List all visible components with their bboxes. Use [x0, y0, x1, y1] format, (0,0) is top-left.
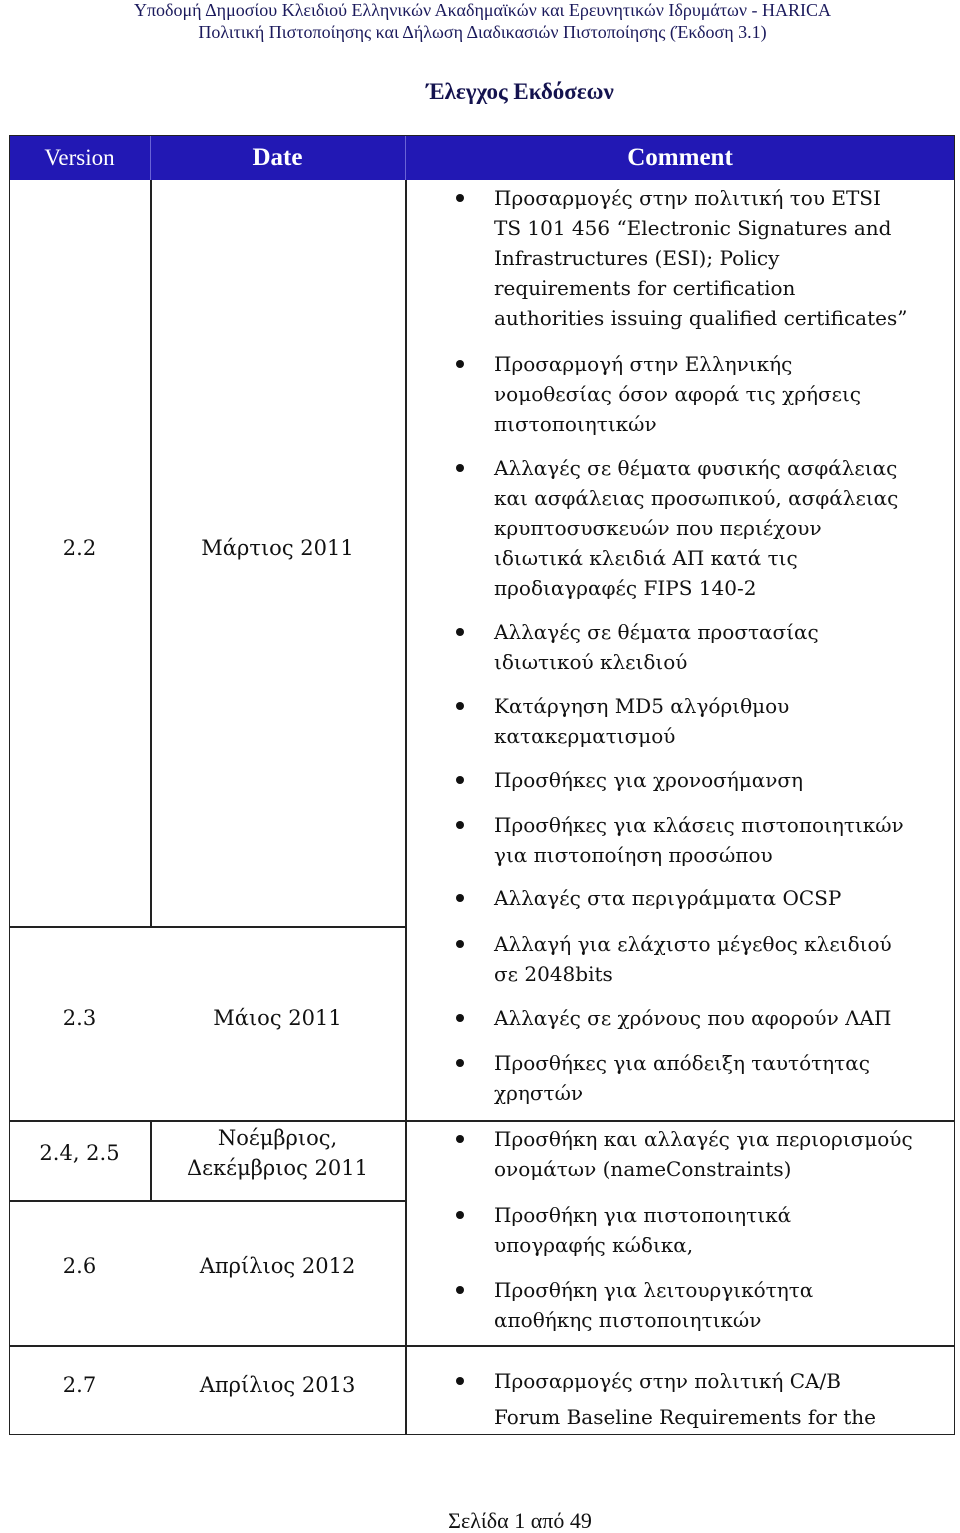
version-cell: 2.2	[62, 536, 97, 560]
bullet-icon	[456, 821, 464, 829]
comment-line: Προσθήκες για χρονοσήμανση	[494, 768, 804, 792]
comment-line: Forum Baseline Requirements for the	[494, 1405, 877, 1429]
row-divider	[9, 1120, 955, 1122]
comment-list-item	[450, 810, 950, 870]
comment-line: Αλλαγές στα περιγράμματα OCSP	[494, 886, 842, 910]
bullet-icon	[456, 1377, 464, 1385]
bullet-icon	[456, 1211, 464, 1219]
version-cell: 2.7	[62, 1373, 97, 1397]
comment-line: Προσαρμογές στην πολιτική του ETSI	[494, 186, 881, 210]
page-number: Σελίδα 1 από 49	[448, 1508, 592, 1533]
comment-list-item	[450, 883, 950, 913]
bullet-icon	[456, 894, 464, 902]
comment-list-item	[450, 349, 950, 439]
comment-line: νομοθεσίας όσον αφορά τις χρήσεις	[494, 382, 862, 406]
comment-line: Κατάργηση MD5 αλγόριθμου	[494, 694, 790, 718]
bullet-icon	[456, 1135, 464, 1143]
comment-line: και ασφάλειας προσωπικού, ασφάλειας	[494, 486, 899, 510]
comment-line: Προσαρμογή στην Ελληνικής	[494, 352, 793, 376]
comment-line: TS 101 456 “Electronic Signatures and	[494, 216, 892, 240]
comment-list-item	[450, 453, 950, 603]
comment-line: αποθήκης πιστοποιητικών	[494, 1308, 762, 1332]
comment-line: ονομάτων (nameConstraints)	[494, 1157, 792, 1181]
date-cell-line: Δεκέμβριος 2011	[187, 1156, 368, 1180]
bullet-icon	[456, 1059, 464, 1067]
comment-line: Infrastructures (ESI); Policy	[494, 246, 780, 270]
column-header-date: Date	[252, 144, 303, 171]
comment-line: Προσθήκη για λειτουργικότητα	[494, 1278, 814, 1302]
row-divider	[9, 1200, 405, 1202]
comment-line: προδιαγραφές FIPS 140-2	[494, 576, 757, 600]
column-divider	[405, 180, 407, 1435]
comment-line: για πιστοποίηση προσώπου	[494, 843, 773, 867]
comment-list-item	[450, 1275, 950, 1335]
date-cell: Απρίλιος 2012	[199, 1254, 356, 1278]
comment-line: Προσθήκη και αλλαγές για περιορισμούς	[494, 1127, 913, 1151]
page-title: Έλεγχος Εκδόσεων	[426, 79, 614, 104]
bullet-icon	[456, 360, 464, 368]
comment-line: Προσθήκες για απόδειξη ταυτότητας	[494, 1051, 870, 1075]
row-divider	[9, 1345, 955, 1347]
comment-line: Αλλαγή για ελάχιστο μέγεθος κλειδιού	[494, 932, 892, 956]
row-divider	[9, 926, 405, 928]
comment-list-item	[450, 765, 950, 795]
comment-line: authorities issuing qualified certificates”	[494, 306, 908, 330]
comment-line: χρηστών	[494, 1081, 584, 1105]
comment-line: κρυπτοσυσκευών που περιέχουν	[494, 516, 822, 540]
bullet-icon	[456, 940, 464, 948]
comment-line: Αλλαγές σε θέματα προστασίας	[494, 620, 819, 644]
running-header-line-2: Πολιτική Πιστοποίησης και Δήλωση Διαδικασιών Πιστοποίησης (Έκδοση 3.1)	[198, 22, 767, 42]
comment-list-item	[450, 691, 950, 751]
comment-line: υπογραφής κώδικα,	[494, 1233, 694, 1257]
bullet-icon	[456, 776, 464, 784]
comment-line: ιδιωτικού κλειδιού	[494, 650, 688, 674]
comment-line: Προσθήκη για πιστοποιητικά	[494, 1203, 792, 1227]
comment-line: κατακερματισμού	[494, 724, 676, 748]
date-cell: Μάρτιος 2011	[201, 536, 354, 560]
comment-list-item	[450, 1003, 950, 1033]
comment-line: requirements for certification	[494, 276, 796, 300]
bullet-icon	[456, 1286, 464, 1294]
comment-line: Αλλαγές σε θέματα φυσικής ασφάλειας	[494, 456, 898, 480]
comment-list-item	[450, 183, 950, 333]
date-cell-line: Νοέμβριος,	[217, 1126, 338, 1150]
comment-line: Προσαρμογές στην πολιτική CA/B	[494, 1369, 841, 1393]
comment-list-item	[450, 929, 950, 989]
bullet-icon	[456, 464, 464, 472]
comment-line: Προσθήκες για κλάσεις πιστοποιητικών	[494, 813, 904, 837]
bullet-icon	[456, 194, 464, 202]
comment-list-item	[450, 1363, 950, 1435]
column-header-version: Version	[44, 145, 115, 170]
comment-list-item	[450, 1200, 950, 1260]
comment-list-item	[450, 617, 950, 677]
bullet-icon	[456, 1014, 464, 1022]
version-cell: 2.4, 2.5	[39, 1141, 120, 1165]
comment-list-item	[450, 1048, 950, 1108]
column-header-comment: Comment	[627, 144, 733, 171]
comment-line: ιδιωτικά κλειδιά ΑΠ κατά τις	[494, 546, 798, 570]
bullet-icon	[456, 628, 464, 636]
date-cell: Μάιος 2011	[213, 1006, 342, 1030]
comment-list-item	[450, 1124, 950, 1184]
comment-line: Αλλαγές σε χρόνους που αφορούν ΛΑΠ	[494, 1006, 892, 1030]
running-header-line-1: Υποδομή Δημοσίου Κλειδιού Ελληνικών Ακαδημαϊκών και Ερευνητικών Ιδρυμάτων - HARICA	[133, 0, 832, 20]
version-cell: 2.3	[62, 1006, 97, 1030]
bullet-icon	[456, 702, 464, 710]
comment-line: πιστοποιητικών	[494, 412, 657, 436]
date-cell: Απρίλιος 2013	[199, 1373, 356, 1397]
comment-line: σε 2048bits	[494, 962, 613, 986]
version-cell: 2.6	[62, 1254, 97, 1278]
